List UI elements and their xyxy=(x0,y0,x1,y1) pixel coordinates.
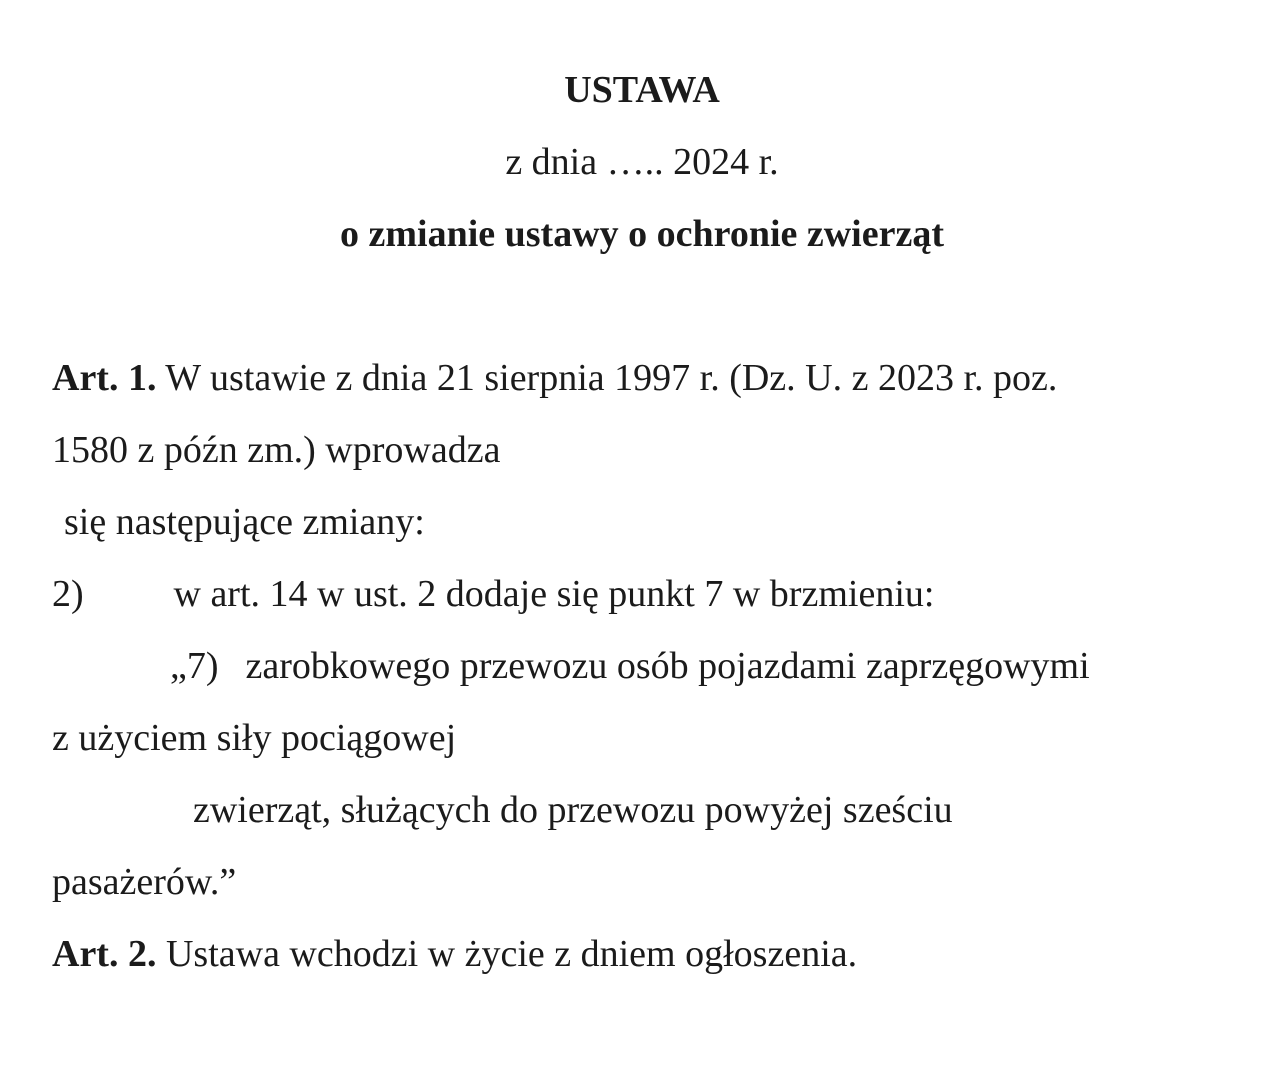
point7-text: zarobkowego przewozu osób pojazdami zaprzęgowymi xyxy=(245,645,1090,687)
blank-line xyxy=(52,270,1232,342)
art2-label: Art. 2. xyxy=(52,933,157,975)
point2-text: w art. 14 w ust. 2 dodaje się punkt 7 w brzmieniu: xyxy=(173,573,935,615)
art2-line xyxy=(52,918,1232,990)
point2-number: 2) xyxy=(52,573,84,615)
point7-line2: z użyciem siły pociągowej xyxy=(52,717,457,759)
point7-line1 xyxy=(52,630,1232,702)
point7-line4: pasażerów.” xyxy=(52,861,237,903)
point2-line xyxy=(52,558,1232,630)
doc-subtitle: o zmianie ustawy o ochronie zwierząt xyxy=(339,213,944,255)
art1-line2: 1580 z późn zm.) wprowadza xyxy=(52,429,501,471)
art1-line1 xyxy=(52,342,1232,414)
doc-title: USTAWA xyxy=(564,69,720,111)
point7-number: „7) xyxy=(170,645,219,687)
art1-line3: się następujące zmiany: xyxy=(64,501,425,543)
point7-line3: zwierząt, służących do przewozu powyżej sześciu xyxy=(193,789,953,831)
art1-label: Art. 1. xyxy=(52,357,157,399)
art2-text: Ustawa wchodzi w życie z dniem ogłoszenia. xyxy=(165,933,858,975)
art1-text: W ustawie z dnia 21 sierpnia 1997 r. (Dz. U. z 2023 r. poz. xyxy=(165,357,1058,399)
doc-date-line: z dnia ….. 2024 r. xyxy=(505,141,779,183)
